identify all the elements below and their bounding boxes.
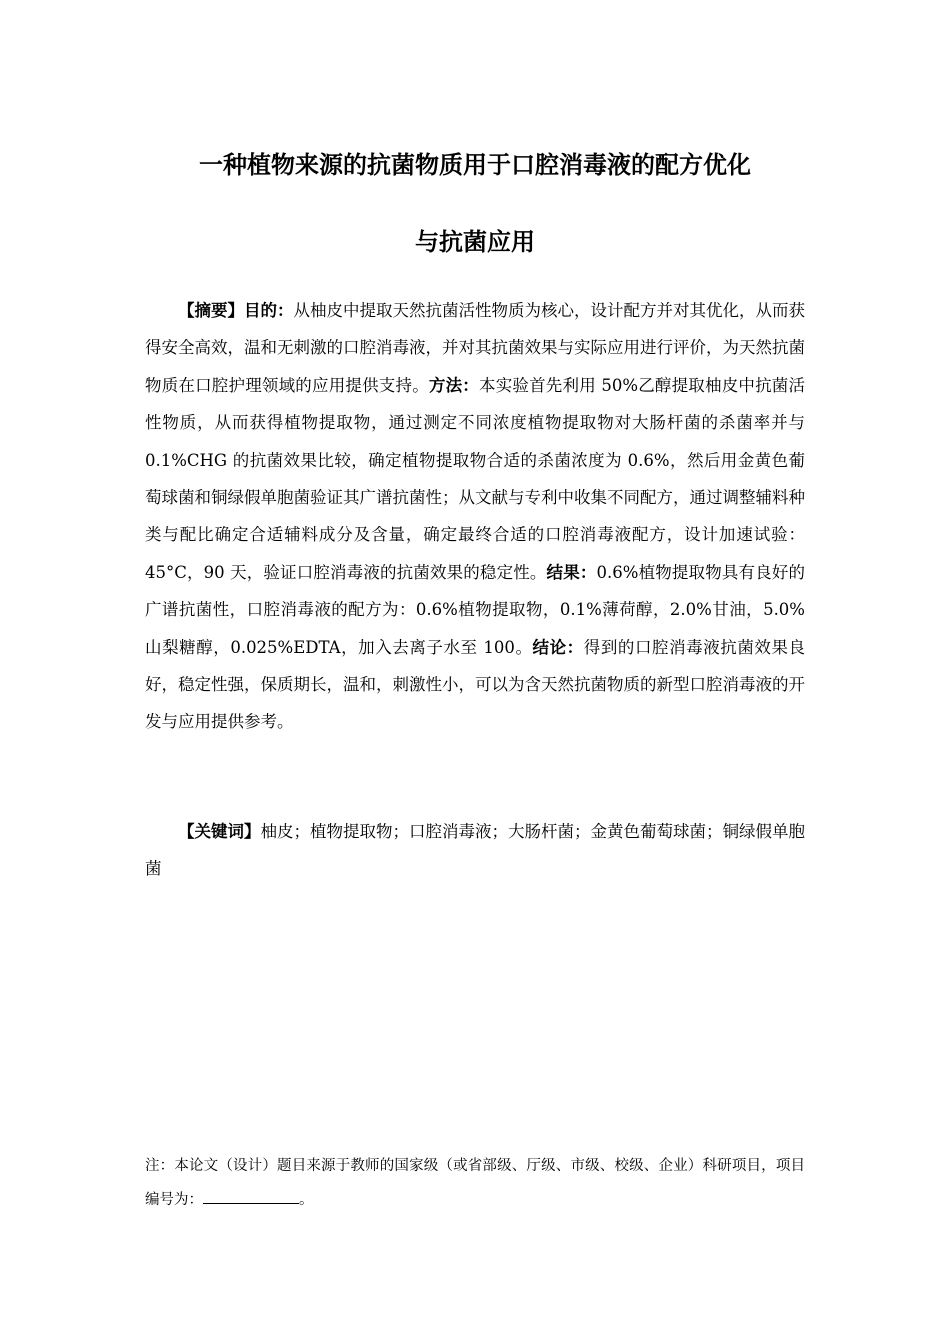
result-label: 结果： <box>546 562 597 582</box>
paper-title-line-1: 一种植物来源的抗菌物质用于口腔消毒液的配方优化 <box>199 151 751 179</box>
keywords-paragraph <box>145 813 805 888</box>
project-number-blank <box>203 1189 299 1204</box>
conclusion-label: 结论： <box>532 637 584 657</box>
result-text: 0.6%植物提取物具有良好的广谱抗菌性，口腔消毒液的配方为：0.6%植物提取物，0.1%薄荷醇，2.0%甘油，5.0%山梨糖醇，0.025%EDTA，加入去离子水至 100。 <box>145 562 805 657</box>
footnote-text: 注：本论文（设计）题目来源于教师的国家级（或省部级、厅级、市级、校级、企业）科研项目，项目编号为： <box>145 1158 805 1208</box>
footnote <box>145 1149 805 1217</box>
method-label: 方法： <box>428 375 479 395</box>
purpose-label: 目的： <box>244 301 294 320</box>
keywords-text: 柚皮；植物提取物；口腔消毒液；大肠杆菌；金黄色葡萄球菌；铜绿假单胞菌 <box>145 822 805 879</box>
abstract-label: 【摘要】 <box>178 301 244 320</box>
keywords-label: 【关键词】 <box>178 822 261 841</box>
footnote-end: 。 <box>299 1192 314 1208</box>
purpose-text: 从柚皮中提取天然抗菌活性物质为核心，设计配方并对其优化，从而获得安全高效，温和无刺激的口腔消毒液，并对其抗菌效果与实际应用进行评价，为天然抗菌物质在口腔护理领域的应用提供支持。 <box>145 301 805 395</box>
paper-title-line-2: 与抗菌应用 <box>415 228 535 256</box>
conclusion-text: 得到的口腔消毒液抗菌效果良好，稳定性强，保质期长，温和，刺激性小，可以为含天然抗菌物质的新型口腔消毒液的开发与应用提供参考。 <box>145 637 806 732</box>
method-text: 本实验首先利用 50%乙醇提取柚皮中抗菌活性物质，从而获得植物提取物，通过测定不同浓度植物提取物对大肠杆菌的杀菌率并与 0.1%CHG 的抗菌效果比较，确定植物提取物合适的杀菌浓度为 0.6%，然后用金黄色葡萄球菌和铜绿假单胞菌验证其广谱抗菌性；从文献与专利中收集不同配方，通过调整辅料种类与配比确定合适辅料成分及含量，确定最终合适的口腔消毒液配方，设计加速试验：45°C，90 天，验证口腔消毒液的抗菌效果的稳定性。 <box>145 375 806 582</box>
abstract-paragraph <box>145 292 805 741</box>
